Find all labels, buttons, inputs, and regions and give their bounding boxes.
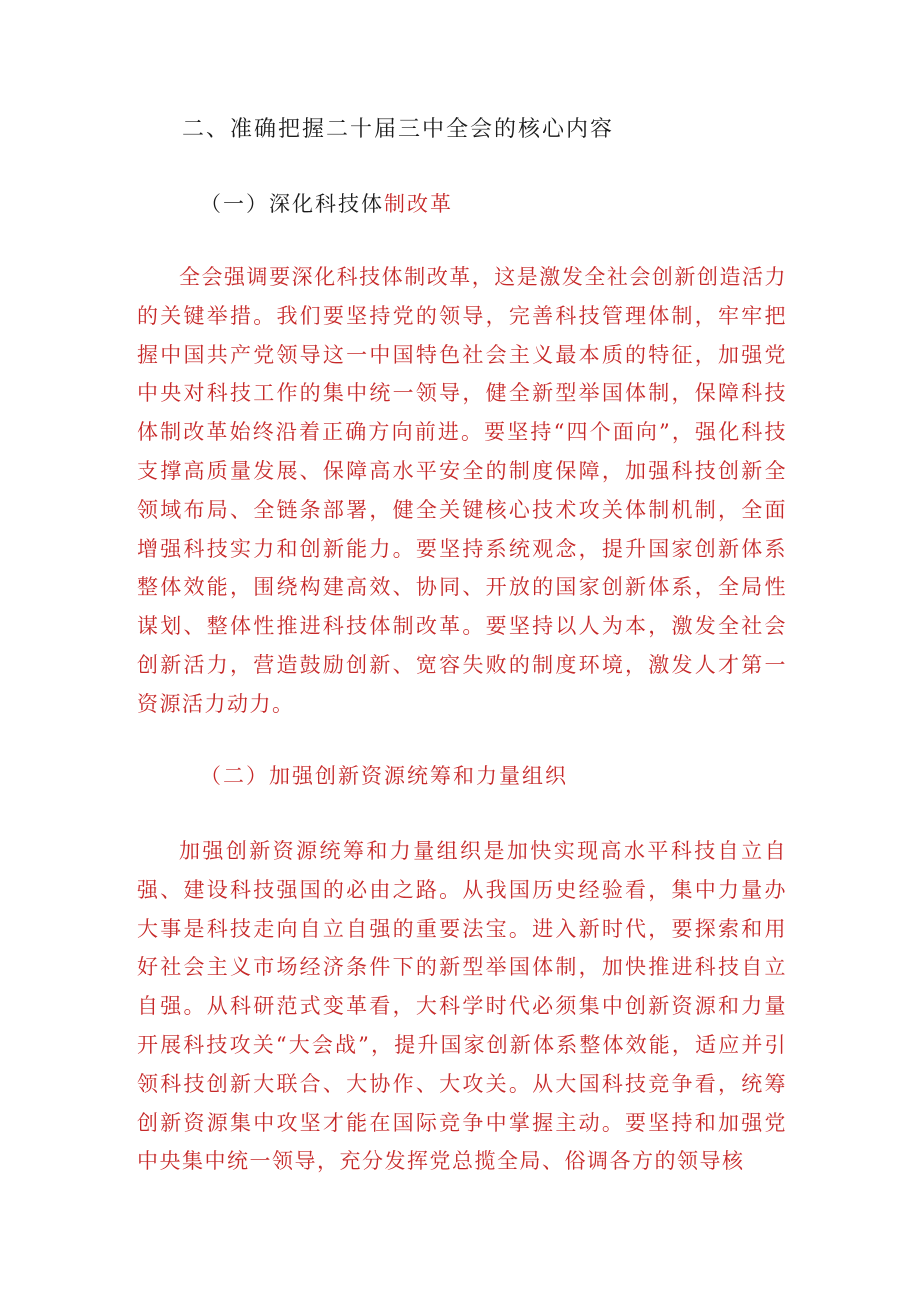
section-1-title-part1: （一）深化科技体 bbox=[200, 192, 384, 216]
section-1-title-part2: 制改革 bbox=[384, 192, 453, 216]
section-2-body: 加强创新资源统筹和力量组织是加快实现高水平科技自立自强、建设科技强国的必由之路。从我国历史经验看，集中力量办大事是科技走向自立自强的重要法宝。进入新时代，要探索和用好社会主义市场经济条件下的新型举国体制，加快推进科技自立自强。从科研范式变革看，大科学时代必须集中创新资源和力量开展科技攻关“大会战”，提升国家创新体系整体效能，适应并引领科技创新大联合、大协作、大攻关。从大国科技竞争看，统筹创新资源集中攻坚才能在国际竞争中掌握主动。要坚持和加强党中央集中统一领导，充分发挥党总揽全局、俗调各方的领导核 bbox=[137, 839, 787, 1174]
section-1-body: 全会强调要深化科技体制改革，这是激发全社会创新创造活力的关键举措。我们要坚持党的领导，完善科技管理体制，牢牢把握中国共产党领导这一中国特色社会主义最本质的特征，加强党中央对科技工作的集中统一领导，健全新型举国体制，保障科技体制改革始终沿着正确方向前进。要坚持“四个面向”，强化科技支撑高质量发展、保障高水平安全的制度保障，加强科技创新全领域布局、全链条部署，健全关键核心技术攻关体制机制，全面增强科技实力和创新能力。要坚持系统观念，提升国家创新体系整体效能，围绕构建高效、协同、开放的国家创新体系，全局性谋划、整体性推进科技体制改革。要坚持以人为本，激发全社会创新活力，营造鼓励创新、宽容失败的制度环境，激发人才第一资源活力动力。 bbox=[137, 265, 787, 716]
main-heading: 二、准确把握二十届三中全会的核心内容 bbox=[182, 117, 615, 142]
section-1-title bbox=[200, 186, 453, 222]
section-2-title: （二）加强创新资源统筹和力量组织 bbox=[200, 764, 568, 788]
